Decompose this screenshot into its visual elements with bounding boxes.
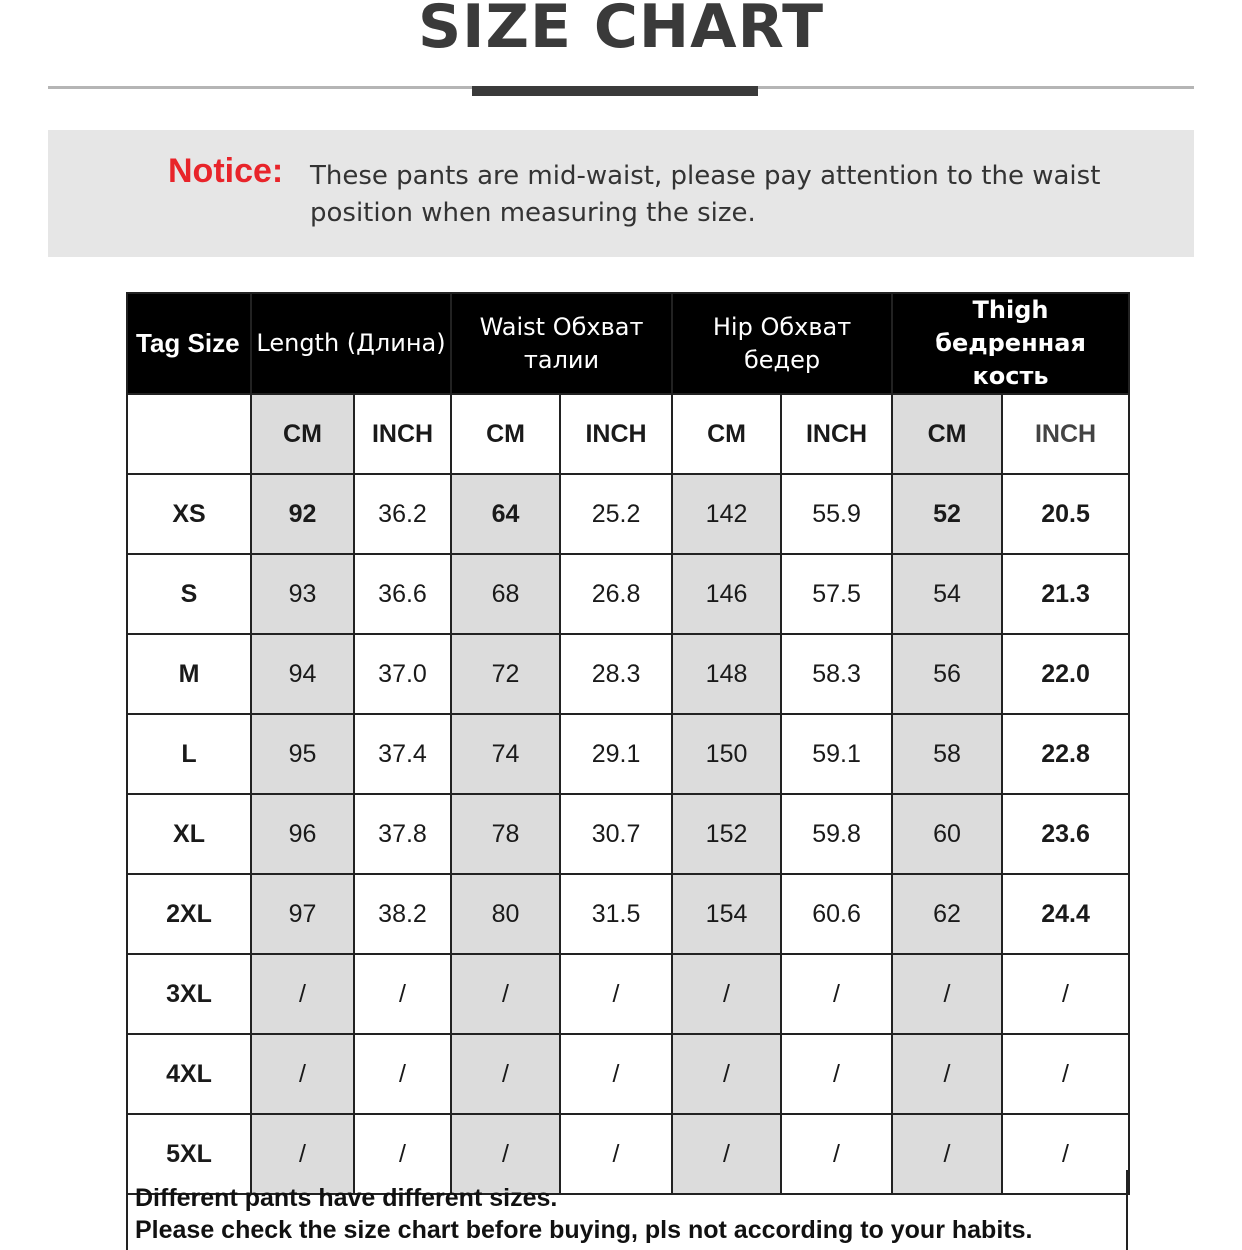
- measurement-cell: 60.6: [781, 874, 892, 954]
- header-hip: Hip Обхват бедер: [672, 293, 892, 394]
- measurement-cell: 57.5: [781, 554, 892, 634]
- measurement-cell: 152: [672, 794, 781, 874]
- measurement-cell: 29.1: [560, 714, 672, 794]
- table-row: [127, 714, 1129, 794]
- size-label: 3XL: [127, 954, 251, 1034]
- measurement-cell: /: [892, 954, 1002, 1034]
- measurement-cell: 24.4: [1002, 874, 1129, 954]
- unit-cell: INCH: [354, 394, 451, 474]
- measurement-cell: /: [251, 1114, 354, 1194]
- measurement-cell: 59.1: [781, 714, 892, 794]
- measurement-cell: 52: [892, 474, 1002, 554]
- unit-cell: INCH: [781, 394, 892, 474]
- table-row: [127, 954, 1129, 1034]
- notice-banner: [48, 130, 1194, 257]
- measurement-cell: /: [560, 1114, 672, 1194]
- table-row: [127, 874, 1129, 954]
- notice-label: Notice:: [168, 152, 284, 190]
- measurement-cell: 146: [672, 554, 781, 634]
- measurement-cell: /: [1002, 1114, 1129, 1194]
- title-divider-accent: [472, 86, 758, 96]
- unit-cell-empty: [127, 394, 251, 474]
- measurement-cell: 30.7: [560, 794, 672, 874]
- unit-cell: CM: [892, 394, 1002, 474]
- measurement-cell: 36.6: [354, 554, 451, 634]
- measurement-cell: 22.8: [1002, 714, 1129, 794]
- measurement-cell: 58.3: [781, 634, 892, 714]
- measurement-cell: 55.9: [781, 474, 892, 554]
- measurement-cell: /: [781, 954, 892, 1034]
- footer-line-1: Different pants have different sizes.: [135, 1184, 558, 1212]
- measurement-cell: /: [560, 1034, 672, 1114]
- measurement-cell: /: [251, 1034, 354, 1114]
- measurement-cell: 23.6: [1002, 794, 1129, 874]
- size-label: 4XL: [127, 1034, 251, 1114]
- measurement-cell: /: [451, 1034, 560, 1114]
- measurement-cell: /: [451, 954, 560, 1034]
- table-row: [127, 1034, 1129, 1114]
- measurement-cell: 36.2: [354, 474, 451, 554]
- measurement-cell: 64: [451, 474, 560, 554]
- header-length: Length (Длина): [251, 293, 451, 394]
- measurement-cell: /: [672, 1034, 781, 1114]
- measurement-cell: 72: [451, 634, 560, 714]
- page-title: SIZE CHART: [417, 0, 825, 62]
- measurement-cell: 92: [251, 474, 354, 554]
- measurement-cell: 150: [672, 714, 781, 794]
- header-waist: Waist Обхват талии: [451, 293, 672, 394]
- measurement-cell: /: [892, 1114, 1002, 1194]
- size-label: L: [127, 714, 251, 794]
- header-thigh: [892, 293, 1129, 394]
- measurement-cell: 148: [672, 634, 781, 714]
- size-label: S: [127, 554, 251, 634]
- measurement-cell: /: [892, 1034, 1002, 1114]
- measurement-cell: 37.0: [354, 634, 451, 714]
- measurement-cell: 59.8: [781, 794, 892, 874]
- measurement-cell: 96: [251, 794, 354, 874]
- measurement-cell: 21.3: [1002, 554, 1129, 634]
- unit-cell: CM: [451, 394, 560, 474]
- size-label: M: [127, 634, 251, 714]
- size-label: XL: [127, 794, 251, 874]
- measurement-cell: /: [354, 954, 451, 1034]
- measurement-cell: 78: [451, 794, 560, 874]
- measurement-cell: 37.4: [354, 714, 451, 794]
- measurement-cell: /: [451, 1114, 560, 1194]
- measurement-cell: /: [560, 954, 672, 1034]
- header-tag-size: Tag Size: [127, 293, 251, 394]
- measurement-cell: 20.5: [1002, 474, 1129, 554]
- size-label: 2XL: [127, 874, 251, 954]
- measurement-cell: 62: [892, 874, 1002, 954]
- measurement-cell: 58: [892, 714, 1002, 794]
- measurement-cell: 37.8: [354, 794, 451, 874]
- measurement-cell: /: [781, 1034, 892, 1114]
- size-rows: [127, 474, 1129, 1194]
- measurement-cell: 154: [672, 874, 781, 954]
- measurement-cell: 60: [892, 794, 1002, 874]
- measurement-cell: /: [354, 1034, 451, 1114]
- measurement-cell: /: [354, 1114, 451, 1194]
- size-label: XS: [127, 474, 251, 554]
- table-row: [127, 474, 1129, 554]
- table-row: [127, 554, 1129, 634]
- table-row: [127, 794, 1129, 874]
- table-header-row: [127, 293, 1129, 394]
- measurement-cell: /: [251, 954, 354, 1034]
- measurement-cell: /: [672, 954, 781, 1034]
- unit-cell: INCH: [560, 394, 672, 474]
- measurement-cell: 68: [451, 554, 560, 634]
- measurement-cell: 31.5: [560, 874, 672, 954]
- measurement-cell: 54: [892, 554, 1002, 634]
- unit-cell: CM: [251, 394, 354, 474]
- measurement-cell: /: [1002, 1034, 1129, 1114]
- measurement-cell: 56: [892, 634, 1002, 714]
- measurement-cell: 74: [451, 714, 560, 794]
- measurement-cell: /: [672, 1114, 781, 1194]
- footer-line-2: Please check the size chart before buying, pls not according to your habits.: [135, 1216, 1033, 1244]
- measurement-cell: 142: [672, 474, 781, 554]
- measurement-cell: 97: [251, 874, 354, 954]
- header-thigh-en: Thigh: [972, 296, 1049, 324]
- measurement-cell: 22.0: [1002, 634, 1129, 714]
- header-thigh-ru: бедренная кость: [935, 329, 1086, 390]
- size-chart-table: [126, 292, 1130, 1195]
- measurement-cell: 28.3: [560, 634, 672, 714]
- measurement-cell: 25.2: [560, 474, 672, 554]
- footer-note: [126, 1170, 1128, 1250]
- measurement-cell: 80: [451, 874, 560, 954]
- measurement-cell: /: [1002, 954, 1129, 1034]
- size-label: 5XL: [127, 1114, 251, 1194]
- table-row: [127, 634, 1129, 714]
- unit-row: [127, 394, 1129, 474]
- measurement-cell: 95: [251, 714, 354, 794]
- measurement-cell: 93: [251, 554, 354, 634]
- unit-cell: CM: [672, 394, 781, 474]
- measurement-cell: 26.8: [560, 554, 672, 634]
- measurement-cell: 94: [251, 634, 354, 714]
- measurement-cell: 38.2: [354, 874, 451, 954]
- notice-text: These pants are mid-waist, please pay attention to the waist position when measuring the size.: [310, 161, 1101, 228]
- measurement-cell: /: [781, 1114, 892, 1194]
- unit-cell: INCH: [1002, 394, 1129, 474]
